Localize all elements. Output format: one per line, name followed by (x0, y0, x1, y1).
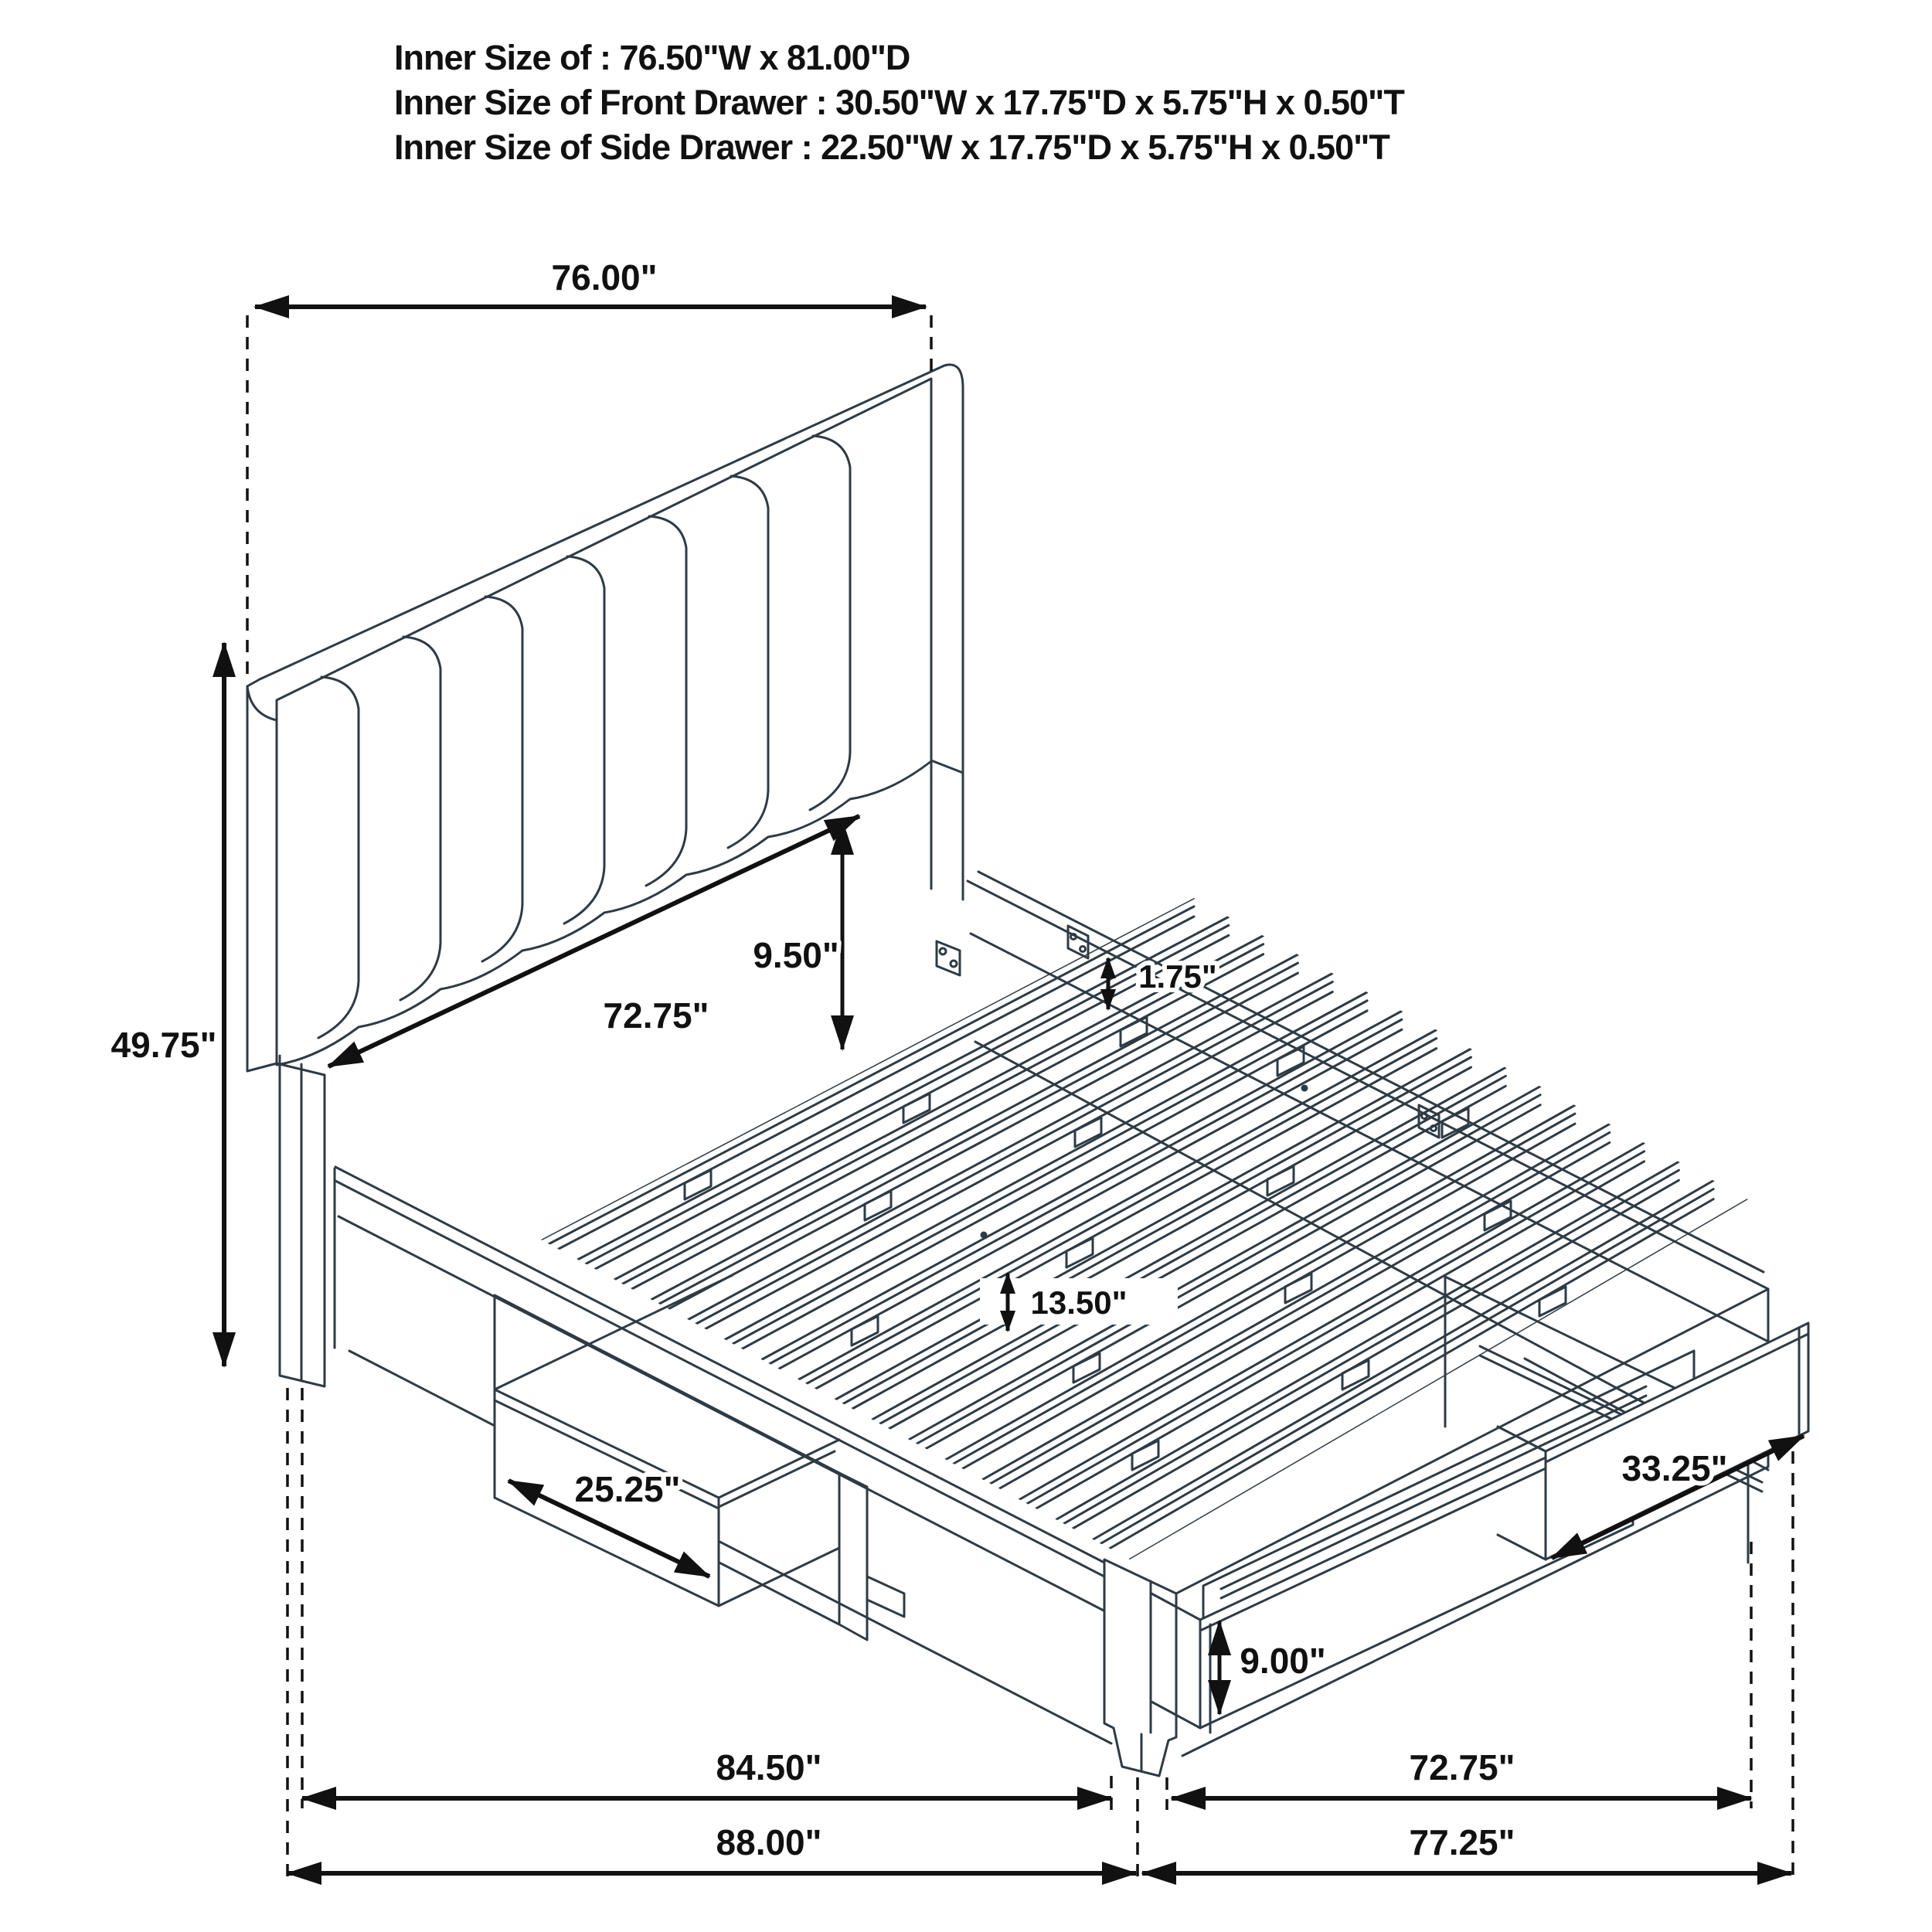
bracket-hole (940, 948, 946, 954)
dimension-label: 33.25" (1621, 1448, 1728, 1488)
headboard-right-leg (931, 760, 963, 900)
dimension-label: 1.75" (1138, 958, 1217, 995)
dimension-base-length-84-50 (302, 1747, 1111, 1798)
spec-note-line: Inner Size of Front Drawer : 30.50"W x 17.75"D x 5.75"H x 0.50"T (394, 83, 1404, 122)
spec-notes (394, 38, 1404, 167)
slat-connector (865, 1191, 891, 1220)
dimension-platform-height-13-50 (980, 1274, 1178, 1331)
dimension-annotations (111, 257, 1804, 1873)
dimension-label: 84.50" (716, 1747, 822, 1787)
dimension-slat-thickness-1-75 (1108, 958, 1217, 1009)
headboard (247, 365, 963, 1386)
left-divider-post (839, 1473, 904, 1640)
headboard-left-leg (277, 1056, 325, 1386)
dimension-label: 76.00" (551, 257, 658, 298)
slat (614, 954, 1263, 1298)
slat (651, 973, 1298, 1318)
spec-note-line: Inner Size of Side Drawer : 22.50"W x 17.75"D x 5.75"H x 0.50"T (394, 128, 1389, 167)
slat (541, 917, 1194, 1258)
dimension-overall-length-88-00 (287, 1822, 1136, 1873)
slat-connector (685, 1170, 711, 1199)
dimension-label: 88.00" (716, 1822, 822, 1862)
dimension-label: 13.50" (1030, 1284, 1128, 1321)
slat-connector (1342, 1360, 1369, 1389)
slat-connector (1285, 1274, 1311, 1303)
dimension-label: 9.50" (753, 935, 839, 975)
slat (689, 974, 1333, 1320)
projection-guides (247, 315, 1793, 1883)
dimension-base-width-72-75 (1172, 1747, 1751, 1798)
slat (541, 898, 1194, 1240)
dimension-headboard-width-76-00 (255, 257, 926, 307)
slat-connector (852, 1316, 878, 1345)
dimension-label: 25.25" (574, 1469, 681, 1509)
screw-dot (1301, 1085, 1308, 1092)
dimension-headboard-height-49-75 (111, 643, 224, 1366)
slat (578, 917, 1229, 1260)
dimension-label: 49.75" (111, 1025, 217, 1065)
slat-connector (1066, 1238, 1093, 1267)
bracket-hole (951, 961, 957, 967)
dimension-label: 77.25" (1409, 1822, 1515, 1862)
dimension-label: 72.75" (1409, 1747, 1515, 1787)
bracket-hole (1071, 934, 1077, 940)
bracket-hole (1080, 947, 1086, 952)
dimension-deck-gap-9-50 (753, 821, 842, 1049)
left-rail (335, 1167, 1111, 1743)
headboard-side-strip (247, 686, 277, 1071)
screw-dot (981, 1232, 988, 1239)
spec-note-line: Inner Size of : 76.50"W x 81.00"D (394, 38, 910, 77)
dimension-overall-width-77-25 (1142, 1822, 1791, 1873)
front-left-leg (1104, 1560, 1176, 1776)
slat-connector (1267, 1166, 1294, 1196)
slat (651, 954, 1298, 1300)
dimension-label: 72.75" (603, 995, 709, 1036)
slat (872, 1067, 1506, 1420)
rail-bracket (937, 941, 960, 975)
slat (798, 1030, 1436, 1380)
dimension-label: 9.00" (1240, 1641, 1326, 1681)
